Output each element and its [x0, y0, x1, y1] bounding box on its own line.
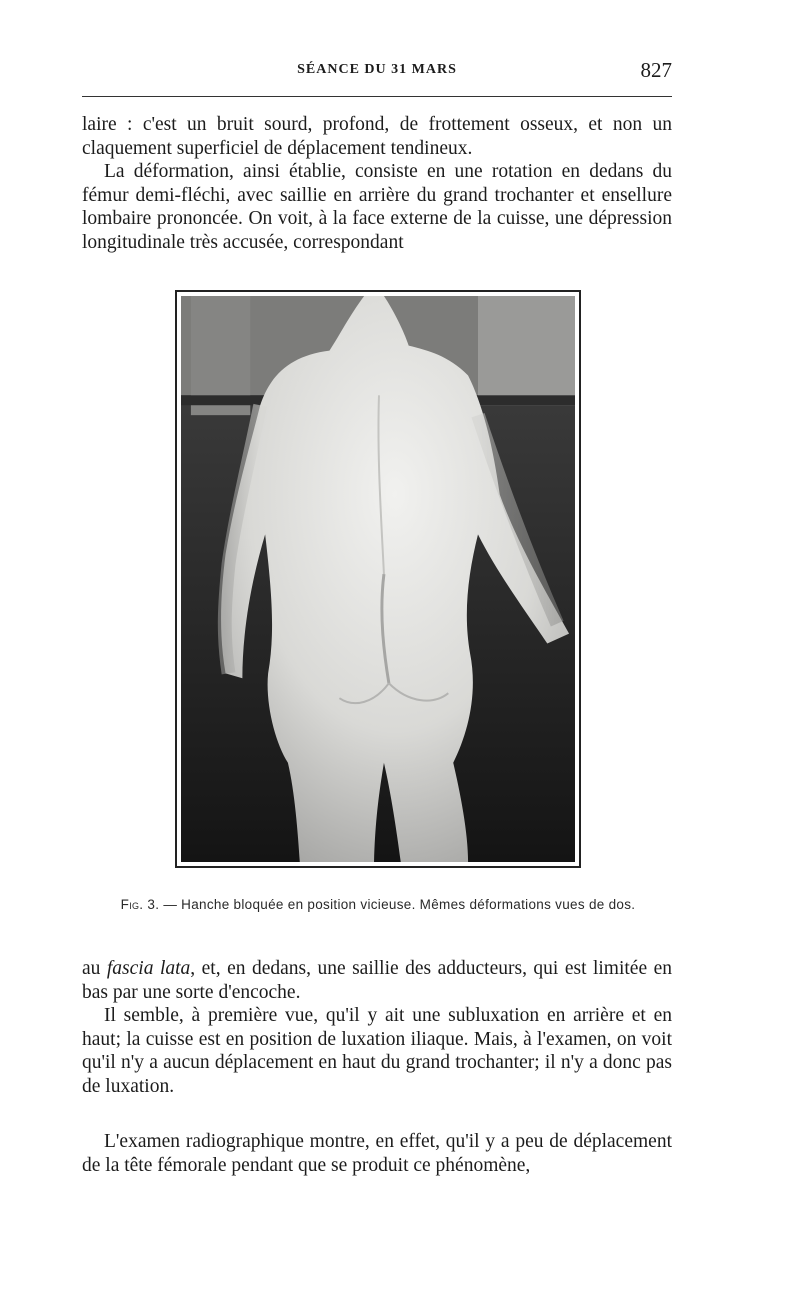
photograph-back-view	[181, 296, 575, 862]
paragraph-deformation: La déformation, ainsi établie, consiste en une rotation en dedans du fémur demi-fléchi, avec saillie en arrière du grand trochanter et ensellure lombaire prononcée. On voit, à la face externe de la cuisse, une dépression longitudinale très accusée, correspondant	[82, 161, 672, 253]
paragraph-continuation: laire : c'est un bruit sourd, profond, de frottement osseux, et non un claquement superficiel de déplacement tendineux.	[82, 114, 672, 159]
page-number: 827	[640, 58, 672, 82]
text-block-top	[82, 113, 672, 254]
figure-photograph	[175, 290, 581, 868]
paragraph-radiography: L'examen radiographique montre, en effet, qu'il y a peu de déplacement de la tête fémorale pendant que se produit ce phénomène,	[82, 1131, 672, 1176]
figure-caption-text: — Hanche bloquée en position vicieuse. Mêmes déformations vues de dos.	[163, 897, 636, 912]
figure-caption	[100, 895, 656, 914]
figure-label: Fig. 3.	[120, 897, 160, 912]
text-block-last	[82, 1130, 672, 1177]
fascia-lata-term: fascia lata	[106, 958, 191, 979]
fascia-start: au	[82, 958, 101, 979]
header-rule	[82, 96, 672, 97]
paragraph-fascia	[82, 957, 672, 1004]
running-head	[82, 58, 672, 86]
text-block-bottom	[82, 957, 672, 1098]
running-title: SÉANCE DU 31 MARS	[297, 62, 457, 77]
paragraph-subluxation: Il semble, à première vue, qu'il y ait une subluxation en arrière et en haut; la cuisse est en position de luxation iliaque. Mais, à l'examen, on voit qu'il n'y a aucun déplacement en haut du grand trochanter; il n'y a donc pas de luxation.	[82, 1005, 672, 1097]
fascia-rest: , et, en dedans, une saillie des adducteurs, qui est limitée en bas par une sorte d'encoche.	[82, 958, 673, 1003]
